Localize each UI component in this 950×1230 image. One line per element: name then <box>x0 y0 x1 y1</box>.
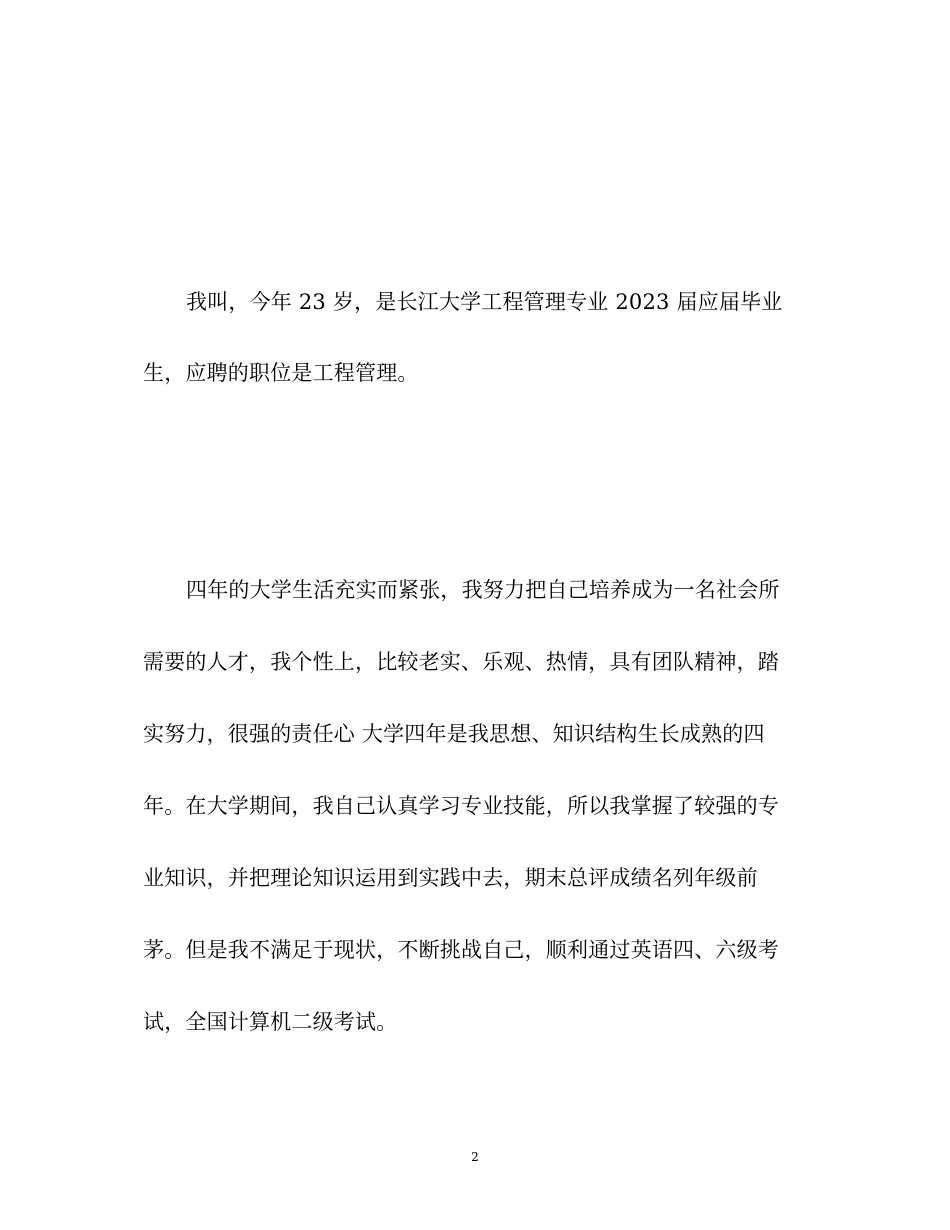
page-number: 2 <box>471 1150 479 1164</box>
paragraph2-line-4: 年。在大学期间，我自己认真学习专业技能，所以我掌握了较强的专 <box>143 794 779 818</box>
paragraph2-line-3: 实努力，很强的责任心 大学四年是我思想、知识结构生长成熟的四 <box>143 722 765 746</box>
paragraph1-line-2: 生，应聘的职位是工程管理。 <box>143 361 419 385</box>
paragraph1-line-1: 我叫，今年 23 岁，是长江大学工程管理专业 2023 届应届毕业 <box>186 290 783 314</box>
paragraph2-line-5: 业知识，并把理论知识运用到实践中去，期末总评成绩名列年级前 <box>143 866 758 890</box>
paragraph2-line-7: 试，全国计算机二级考试。 <box>143 1010 398 1034</box>
paragraph2-line-2: 需要的人才，我个性上，比较老实、乐观、热情，具有团队精神，踏 <box>143 650 779 674</box>
paragraph2-line-1: 四年的大学生活充实而紧张，我努力把自己培养成为一名社会所 <box>186 578 780 602</box>
paragraph2-line-6: 茅。但是我不满足于现状，不断挑战自己，顺利通过英语四、六级考 <box>143 938 779 962</box>
